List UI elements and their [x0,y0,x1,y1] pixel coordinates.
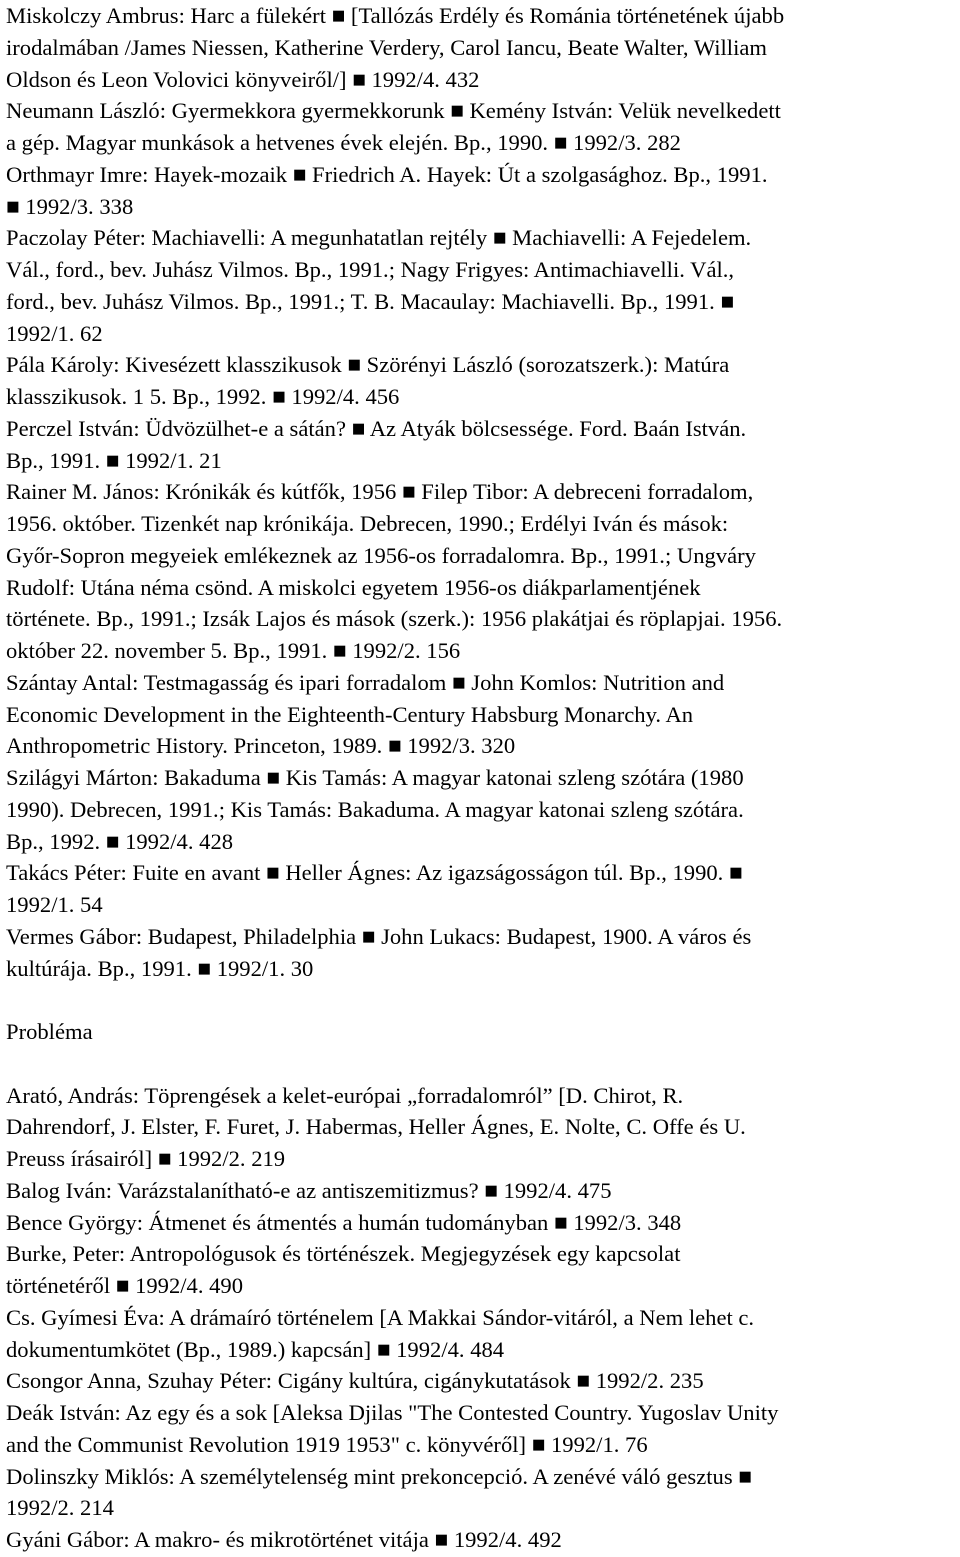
text-line: Cs. Gyímesi Éva: A drámaíró történelem [A Makkai Sándor-vitáról, a Nem lehet c. [6,1304,755,1330]
text-line: Preuss írásairól] ■ 1992/2. 219 [6,1146,286,1171]
text-line: 1990). Debrecen, 1991.; Kis Tamás: Bakaduma. A magyar katonai szleng szótára. [6,796,744,822]
text-line: ford., bev. Juhász Vilmos. Bp., 1991.; T. B. Macaulay: Machiavelli. Bp., 1991. ■ [6,288,735,314]
text-line: Neumann László: Gyermekkora gyermekkorunk ■ Kemény István: Velük nevelkedett [6,98,781,124]
document-body [6,0,958,1556]
text-line: irodalmában /James Niessen, Katherine Verdery, Carol Iancu, Beate Walter, William [6,34,767,60]
text-line: történetéről ■ 1992/4. 490 [6,1273,244,1298]
entries-list-b [6,1080,958,1556]
spacer [6,984,958,1016]
text-line: Vál., ford., bev. Juhász Vilmos. Bp., 1991.; Nagy Frigyes: Antimachiavelli. Vál., [6,257,735,282]
entries-list-a [6,0,958,984]
text-line: Oldson és Leon Volovici könyveiről/] ■ 1992/4. 432 [6,66,480,92]
text-line: ■ 1992/3. 338 [6,193,134,219]
text-line: Economic Development in the Eighteenth-Century Habsburg Monarchy. An [6,701,694,727]
text-line: Gyáni Gábor: A makro- és mikrotörténet vitája ■ 1992/4. 492 [6,1527,562,1552]
text-line: Győr-Sopron megyeiek emlékeznek az 1956-os forradalomra. Bp., 1991.; Ungváry [6,542,756,568]
text-line: Balog Iván: Varázstalanítható-e az antiszemitizmus? ■ 1992/4. 475 [6,1177,612,1203]
text-line: Burke, Peter: Antropológusok és történészek. Megjegyzések egy kapcsolat [6,1241,681,1267]
text-line: Bence György: Átmenet és átmentés a humán tudományban ■ 1992/3. 348 [6,1209,682,1235]
text-line: Paczolay Péter: Machiavelli: A megunhatatlan rejtély ■ Machiavelli: A Fejedelem. [6,225,752,251]
text-line: október 22. november 5. Bp., 1991. ■ 1992/2. 156 [6,638,461,663]
text-line: Orthmayr Imre: Hayek-mozaik ■ Friedrich A. Hayek: Út a szolgasághoz. Bp., 1991. [6,161,768,187]
text-line: a gép. Magyar munkások a hetvenes évek elején. Bp., 1990. ■ 1992/3. 282 [6,130,681,155]
text-line: Rainer M. János: Krónikák és kútfők, 1956 ■ Filep Tibor: A debreceni forradalom, [6,479,754,505]
text-line: dokumentumkötet (Bp., 1989.) kapcsán] ■ 1992/4. 484 [6,1336,505,1362]
spacer [6,1048,958,1080]
text-line: Szántay Antal: Testmagasság és ipari forradalom ■ John Komlos: Nutrition and [6,669,725,695]
text-line: Pála Károly: Kivesézett klasszikusok ■ Szörényi László (sorozatszerk.): Matúra [6,352,730,378]
text-line: 1992/1. 54 [6,892,103,917]
text-line: klasszikusok. 1 5. Bp., 1992. ■ 1992/4. 456 [6,384,400,409]
text-line: Rudolf: Utána néma csönd. A miskolci egyetem 1956-os diákparlamentjének [6,574,701,600]
text-line: Deák István: Az egy és a sok [Aleksa Djilas "The Contested Country. Yugoslav Unity [6,1400,779,1425]
text-line: Miskolczy Ambrus: Harc a fülekért ■ [Tallózás Erdély és Románia történetének újabb [6,3,785,28]
section-heading: Probléma [6,1019,93,1044]
text-line: Dahrendorf, J. Elster, F. Furet, J. Habermas, Heller Ágnes, E. Nolte, C. Offe és U. [6,1114,746,1140]
text-line: Perczel István: Üdvözülhet-e a sátán? ■ Az Atyák bölcsessége. Ford. Baán István. [6,415,747,441]
text-line: kultúrája. Bp., 1991. ■ 1992/1. 30 [6,955,314,981]
text-line: Dolinszky Miklós: A személytelenség mint prekoncepció. A zenévé váló gesztus ■ [6,1463,752,1489]
text-line: and the Communist Revolution 1919 1953" c. könyvéről] ■ 1992/1. 76 [6,1431,648,1457]
text-line: Anthropometric History. Princeton, 1989. ■ 1992/3. 320 [6,733,516,759]
text-line: Csongor Anna, Szuhay Péter: Cigány kultúra, cigánykutatások ■ 1992/2. 235 [6,1368,704,1394]
text-line: Bp., 1991. ■ 1992/1. 21 [6,447,222,473]
text-line: Takács Péter: Fuite en avant ■ Heller Ágnes: Az igazságosságon túl. Bp., 1990. ■ [6,860,743,886]
text-line: története. Bp., 1991.; Izsák Lajos és mások (szerk.): 1956 plakátjai és röplapjai. 1956. [6,606,783,632]
text-line: Vermes Gábor: Budapest, Philadelphia ■ John Lukacs: Budapest, 1900. A város és [6,923,752,949]
text-line: 1992/2. 214 [6,1495,114,1521]
text-line: Arató, András: Töprengések a kelet-európai „forradalomról” [D. Chirot, R. [6,1082,684,1108]
text-line: Bp., 1992. ■ 1992/4. 428 [6,828,234,854]
text-line: Szilágyi Márton: Bakaduma ■ Kis Tamás: A magyar katonai szleng szótára (1980 [6,765,744,790]
text-line: 1956. október. Tizenkét nap krónikája. Debrecen, 1990.; Erdélyi Iván és mások: [6,511,729,536]
text-line: 1992/1. 62 [6,320,103,346]
